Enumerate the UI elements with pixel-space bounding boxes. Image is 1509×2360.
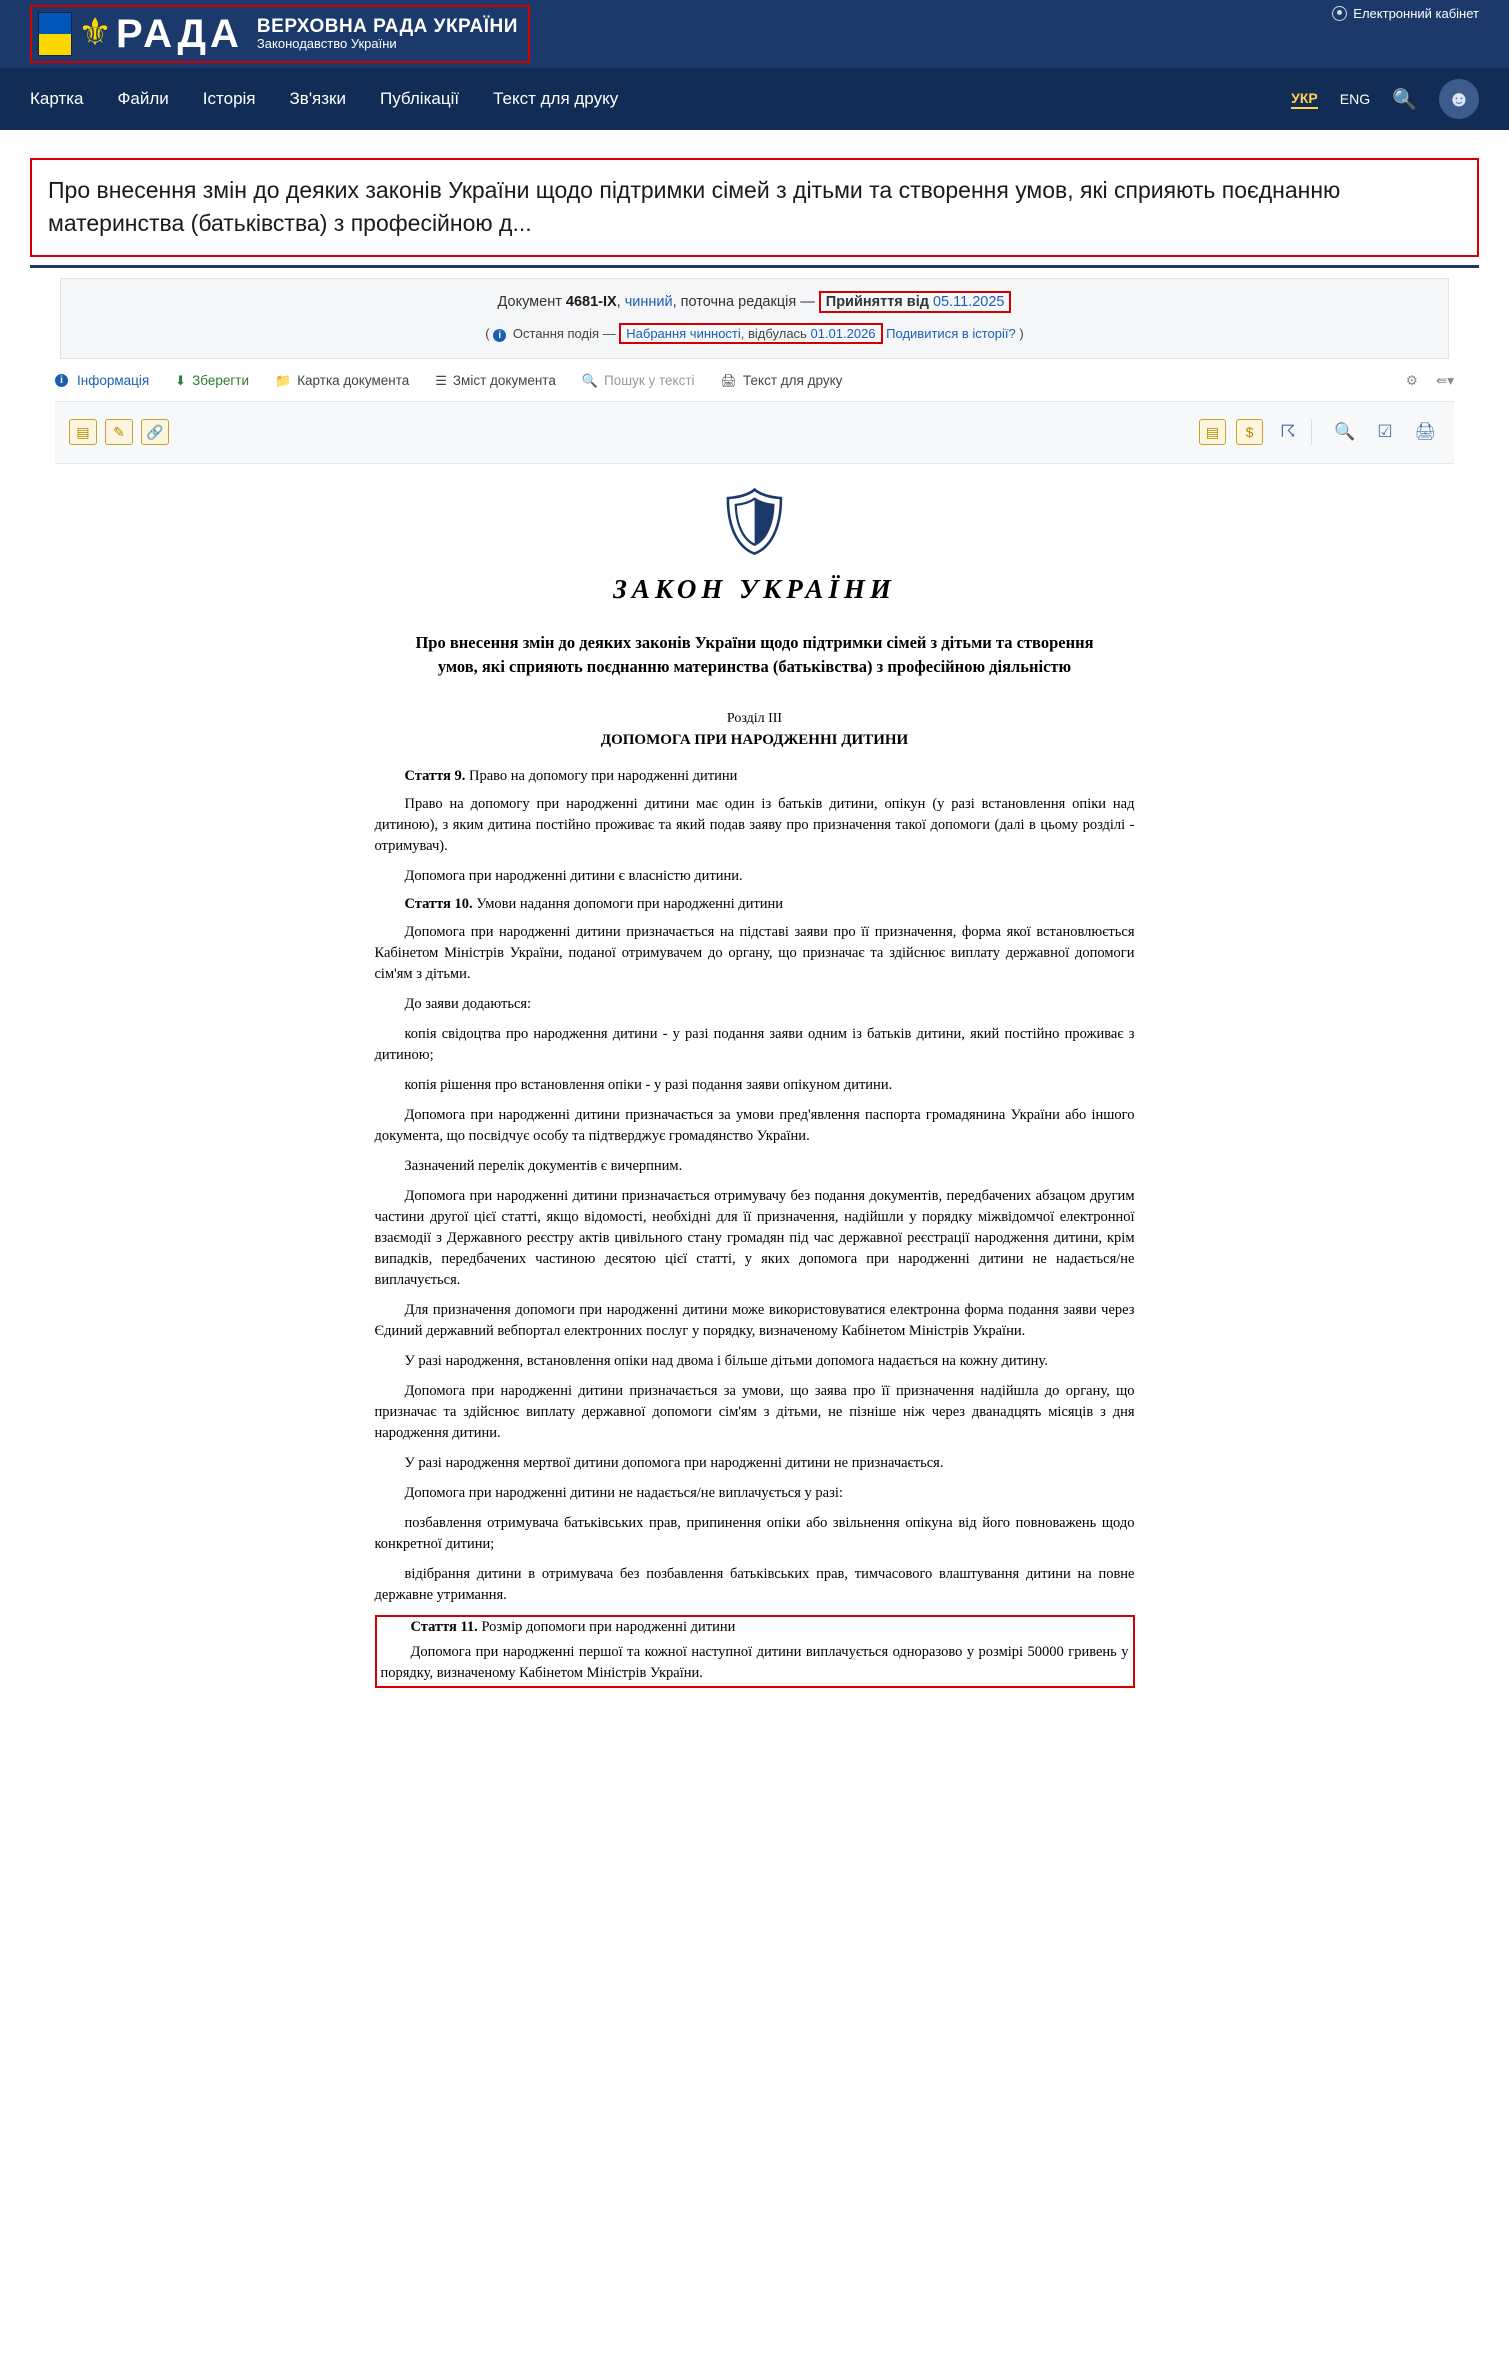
document-prefix-label: Документ [497, 293, 562, 310]
title-divider [30, 265, 1479, 268]
section-title: ДОПОМОГА ПРИ НАРОДЖЕННІ ДИТИНИ [600, 732, 909, 749]
article-paragraph: Допомога при народженні першої та кожної наступної дитини виплачується одноразово у розмірі 50000 гривень у порядку, визначеному Кабінетом Міністрів України. [380, 1644, 1129, 1682]
article-paragraph: відібрання дитини в отримувача без позбавлення батьківських прав, тимчасового влаштування дитини на повне державне утримання. [374, 1566, 1135, 1604]
copy-document-icon[interactable]: ▤ [1199, 419, 1226, 445]
nav-item-print-text[interactable]: Текст для друку [493, 89, 619, 108]
electronic-cabinet-link[interactable] [1332, 6, 1479, 21]
info-icon: i [55, 374, 68, 387]
document-number: 4681-IX [565, 293, 617, 310]
lang-switch-eng[interactable]: ENG [1339, 91, 1371, 107]
save-action[interactable] [175, 373, 249, 389]
checkbox-icon[interactable]: ☑ [1377, 422, 1393, 442]
article-number: Стаття 11. [410, 1619, 478, 1636]
edit-document-icon[interactable]: ✎ [105, 419, 133, 445]
folder-icon: 📁 [275, 372, 292, 388]
article-paragraph: Допомога при народженні дитини призначається отримувачу без подання документів, передбачених абзацом другим частини другої цієї статті, якщо відомості, необхідні для її призначення, надійшли у порядку міжвідомчої електронної взаємодії з Державного реєстру актів цивільного стану громадян під час державної реєстрації народження дитини, крім випадків, передбачених частиною десятою цієї статті, у яких допомога при народженні дитини не надається/не виплачується. [374, 1187, 1135, 1288]
article-paragraph: Допомога при народженні дитини призначається за умови, що заява про її призначення надійшла до органу, що призначає та здійснює виплату державної допомоги сім'ям з дітьми, не пізніше ніж через дванадцять місяців з дня народження дитини. [374, 1383, 1135, 1442]
article-heading [381, 1619, 1129, 1636]
event-name[interactable]: Набрання чинності [626, 325, 741, 341]
article-heading [375, 896, 1135, 913]
document-full-title: Про внесення змін до деяких законів України щодо підтримки сімей з дітьми та створення умов, які сприяють поєднанню материнства (батьківства) з професійною діяльністю [415, 632, 1094, 677]
document-action-bar [55, 373, 1454, 402]
site-logo[interactable] [30, 5, 530, 63]
nav-item-files[interactable]: Файли [117, 89, 169, 108]
contents-action[interactable] [435, 373, 556, 389]
gear-icon[interactable]: ⚙ [1405, 372, 1418, 388]
nav-item-links[interactable]: Зв'язки [289, 89, 346, 108]
print-text-action[interactable] [721, 373, 843, 389]
adoption-date[interactable]: 05.11.2025 [932, 293, 1005, 310]
top-bar [0, 0, 1509, 68]
document-validity-link[interactable]: чинний [624, 293, 673, 310]
highlighted-article [375, 1615, 1135, 1688]
info-icon: i [493, 329, 506, 342]
user-circle-icon [1332, 6, 1347, 21]
article-paragraph: У разі народження мертвої дитини допомога при народженні дитини не призначається. [404, 1455, 944, 1472]
effective-date-highlight [619, 323, 882, 344]
contents-action-label: Зміст документа [452, 373, 556, 389]
adoption-label: Прийняття від [825, 293, 929, 310]
ukraine-coat-of-arms-icon: 🛡 [712, 485, 797, 559]
article-paragraph: копія свідоцтва про народження дитини - у разі подання заяви одним із батьків дитини, який постійно проживає з дитиною; [374, 1025, 1135, 1063]
nav-item-publications[interactable]: Публікації [380, 89, 460, 108]
section-header [375, 708, 1135, 752]
last-event-label: Остання подія — [512, 325, 616, 341]
article-paragraph: У разі народження, встановлення опіки над двома і більше дітьми допомога надається на кожну дитину. [404, 1353, 1048, 1370]
article-paragraph: Допомога при народженні дитини не надається/не виплачується у разі: [404, 1485, 843, 1502]
search-in-text-label: Пошук у тексті [604, 373, 695, 389]
toolbar-divider [1311, 419, 1312, 445]
title-section [0, 130, 1509, 257]
nav-item-card[interactable]: Картка [30, 89, 84, 108]
lang-switch-ukr[interactable]: УКР [1291, 90, 1318, 109]
article-title: Право на допомогу при народженні дитини [468, 767, 738, 784]
article-paragraph: копія рішення про встановлення опіки - у разі подання заяви опікуном дитини. [404, 1076, 893, 1093]
comment-icon[interactable]: ☈ [1280, 422, 1296, 442]
article-title: Розмір допомоги при народженні дитини [481, 1619, 736, 1636]
article-paragraph: Допомога при народженні дитини призначається за умови пред'явлення паспорта громадянина України або іншого документа, що посвідчує особу та підтверджує громадянство України. [374, 1106, 1135, 1144]
article-paragraph: Допомога при народженні дитини є власністю дитини. [404, 867, 743, 884]
ukraine-flag-icon [38, 12, 72, 56]
document-edition-label: , поточна редакція — [672, 293, 815, 310]
download-icon: ⬇ [175, 372, 187, 388]
link-icon[interactable]: 🔗 [141, 419, 169, 445]
print-icon: 🖨 [720, 372, 738, 388]
article-paragraph: Право на допомогу при народженні дитини має один із батьків дитини, опікун (у разі встановлення опіки над дитиною), з яким дитина постійно проживає та який подав заяву про призначення такої допомоги (далі в цьому розділі - отримувач). [374, 795, 1135, 854]
event-happened-label: , відбулась [740, 325, 807, 341]
open-document-icon[interactable]: ▤ [69, 419, 97, 445]
logo-rada-word: РАДА [116, 12, 243, 56]
print-text-label: Текст для друку [743, 373, 843, 389]
electronic-cabinet-label: Електронний кабінет [1353, 6, 1479, 21]
adoption-highlight [819, 291, 1012, 313]
info-action-label: Інформація [77, 373, 150, 389]
document-content [375, 464, 1135, 1729]
list-icon: ☰ [435, 372, 447, 388]
article-paragraph: Для призначення допомоги при народженні дитини може використовуватися електронна форма подання заяви через Єдиний державний вебпортал електронних послуг у порядку, визначеному Кабінетом Міністрів України. [374, 1301, 1135, 1339]
search-in-text-action[interactable] [582, 373, 695, 389]
logo-line-2: Законодавство України [256, 36, 397, 52]
article-paragraph: Допомога при народженні дитини призначається на підставі заяви про її призначення, форма якої встановлюється Кабінетом Міністрів України, поданої отримувачем до органу, що призначає та здійснює виплату державної допомоги сім'ям з дітьми. [374, 923, 1135, 982]
tryzub-icon: ⚜ [78, 12, 113, 54]
article-paragraph: До заяви додаються: [404, 995, 532, 1012]
article-number: Стаття 10. [404, 895, 473, 912]
article-heading [375, 768, 1135, 785]
card-action[interactable] [275, 373, 409, 389]
logo-line-1: ВЕРХОВНА РАДА УКРАЇНИ [256, 15, 518, 37]
article-number: Стаття 9. [404, 767, 466, 784]
article-paragraph: Зазначений перелік документів є вичерпним. [404, 1157, 683, 1174]
section-number: Розділ III [726, 711, 783, 727]
user-avatar-icon[interactable]: ☻ [1439, 79, 1479, 119]
main-navigation [0, 68, 1509, 130]
share-icon[interactable]: ⇚▾ [1435, 372, 1454, 388]
last-event-paren-close: ) [1019, 325, 1024, 341]
document-toolbar [55, 402, 1454, 464]
nav-item-history[interactable]: Історія [202, 89, 256, 108]
currency-icon[interactable]: $ [1236, 419, 1263, 445]
last-event-paren-open: ( [485, 325, 490, 341]
law-heading: ЗАКОН УКРАЇНИ [613, 573, 896, 604]
article-title: Умови надання допомоги при народженні дитини [476, 895, 784, 912]
search-icon: 🔍 [581, 372, 599, 388]
history-link[interactable]: Подивитися в історії? [886, 325, 1016, 341]
page-title: Про внесення змін до деяких законів України щодо підтримки сімей з дітьми та створення умов, які сприяють поєднанню материнства (батьківства) з професійною д... [30, 158, 1479, 257]
article-paragraph: позбавлення отримувача батьківських прав, припинення опіки або звільнення опікуна від його повноважень щодо конкретної дитини; [374, 1515, 1135, 1553]
event-date[interactable]: 01.01.2026 [810, 325, 876, 341]
print-icon[interactable]: 🖨 [1414, 422, 1436, 442]
save-action-label: Зберегти [192, 373, 249, 389]
card-action-label: Картка документа [297, 373, 410, 389]
search-icon[interactable]: 🔍 [1392, 88, 1417, 111]
document-status-panel: Документ 4681-IX, чинний, поточна редакція — Прийняття від 05.11.2025 ( i Остання подія — Набрання чинності, відбулась 01.01.2026 Подивитися в історії? ) [60, 278, 1449, 359]
zoom-search-icon[interactable]: 🔍 [1334, 422, 1356, 442]
info-action[interactable] [55, 373, 149, 388]
